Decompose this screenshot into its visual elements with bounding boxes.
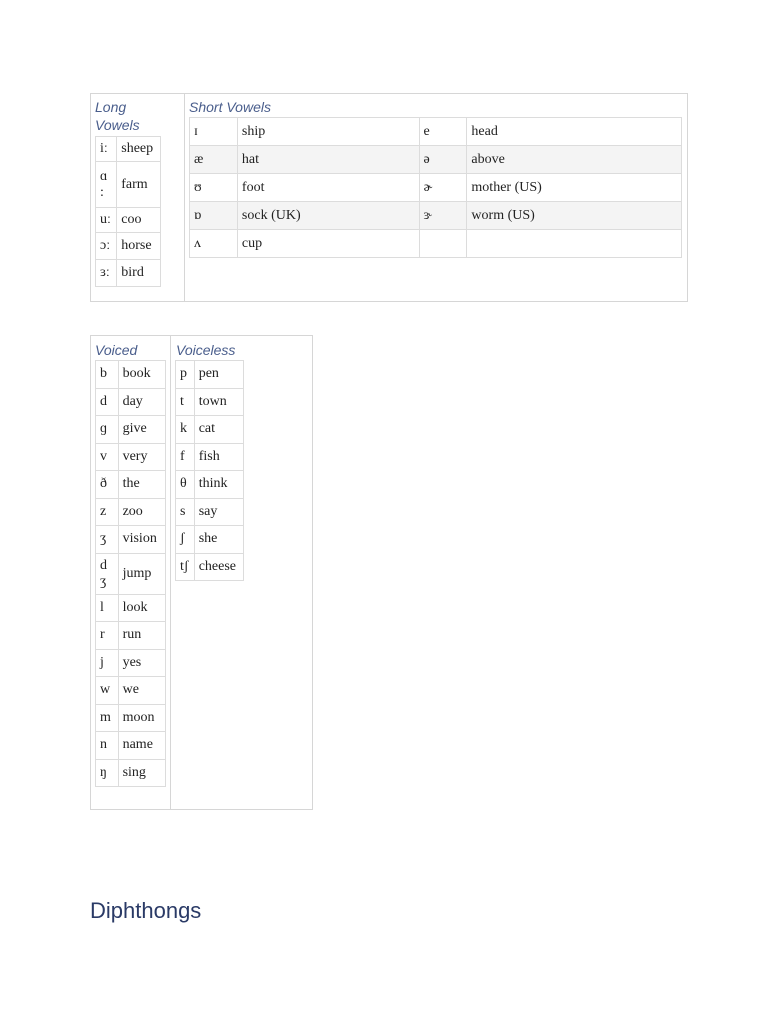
short-vowel-symbol: ɚ: [419, 174, 467, 202]
long-vowel-row: [96, 162, 161, 208]
voiced-consonant-row: [96, 553, 166, 594]
voiceless-consonant-word: pen: [194, 361, 243, 389]
voiceless-caption: Voiceless: [176, 342, 236, 358]
voiced-consonant-word: moon: [118, 704, 165, 732]
short-vowel-word: hat: [237, 146, 419, 174]
short-vowel-symbol: ʊ: [190, 174, 238, 202]
voiced-consonant-symbol: z: [96, 498, 119, 526]
voiced-consonant-word: very: [118, 443, 165, 471]
voiced-consonant-symbol: d ʒ: [96, 553, 119, 594]
voiceless-consonant-row: [176, 498, 244, 526]
voiceless-consonant-row: [176, 416, 244, 444]
voiceless-consonant-word: cat: [194, 416, 243, 444]
short-vowel-row: [190, 230, 682, 258]
voiced-consonant-row: [96, 416, 166, 444]
voiceless-consonant-word: say: [194, 498, 243, 526]
voiced-consonant-word: name: [118, 732, 165, 760]
voiceless-consonant-symbol: ʃ: [176, 526, 195, 554]
voiceless-consonant-symbol: θ: [176, 471, 195, 499]
voiceless-consonant-symbol: f: [176, 443, 195, 471]
voiced-consonant-symbol: w: [96, 677, 119, 705]
short-vowel-word: mother (US): [467, 174, 682, 202]
voiced-consonant-row: [96, 361, 166, 389]
voiced-consonant-row: [96, 498, 166, 526]
short-vowel-word: worm (US): [467, 202, 682, 230]
voiceless-consonant-row: [176, 471, 244, 499]
long-vowel-row: [96, 233, 161, 260]
long-vowel-word: bird: [117, 260, 161, 287]
voiced-consonant-word: zoo: [118, 498, 165, 526]
long-vowel-symbol: ɔː: [96, 233, 117, 260]
short-vowel-symbol: [419, 230, 467, 258]
short-vowel-word: ship: [237, 118, 419, 146]
voiced-consonant-row: [96, 732, 166, 760]
short-vowel-word: foot: [237, 174, 419, 202]
voiced-consonant-word: the: [118, 471, 165, 499]
voiced-consonant-row: [96, 594, 166, 622]
voiced-consonant-symbol: ð: [96, 471, 119, 499]
long-vowel-symbol: uː: [96, 208, 117, 233]
voiceless-consonant-row: [176, 553, 244, 581]
long-vowels-caption: [95, 98, 175, 134]
short-vowel-word: head: [467, 118, 682, 146]
voiceless-consonant-symbol: k: [176, 416, 195, 444]
long-vowels-divider: [184, 93, 185, 302]
long-vowel-row: [96, 260, 161, 287]
voiced-consonant-word: look: [118, 594, 165, 622]
long-vowel-symbol: iː: [96, 137, 117, 162]
long-vowels-table: [95, 136, 161, 287]
short-vowel-row: [190, 202, 682, 230]
short-vowel-word: sock (UK): [237, 202, 419, 230]
voiced-consonant-row: [96, 704, 166, 732]
short-vowel-row: [190, 118, 682, 146]
short-vowel-symbol: ɪ: [190, 118, 238, 146]
short-vowel-row: [190, 146, 682, 174]
short-vowel-symbol: ɒ: [190, 202, 238, 230]
voiced-consonant-word: day: [118, 388, 165, 416]
long-vowel-symbol: ɜː: [96, 260, 117, 287]
voiced-table: [95, 360, 166, 787]
voiceless-table: [175, 360, 244, 581]
voiceless-consonant-symbol: t: [176, 388, 195, 416]
voiceless-consonant-symbol: s: [176, 498, 195, 526]
voiced-consonant-word: give: [118, 416, 165, 444]
voiceless-consonant-word: cheese: [194, 553, 243, 581]
short-vowel-symbol: æ: [190, 146, 238, 174]
long-vowel-row: [96, 137, 161, 162]
long-vowels-caption-line2: Vowels: [95, 117, 140, 133]
voiced-consonant-symbol: l: [96, 594, 119, 622]
voiced-consonant-row: [96, 526, 166, 554]
voiced-consonant-symbol: v: [96, 443, 119, 471]
voiceless-consonant-word: town: [194, 388, 243, 416]
voiced-consonant-symbol: d: [96, 388, 119, 416]
voiced-consonant-symbol: r: [96, 622, 119, 650]
voiced-consonant-symbol: m: [96, 704, 119, 732]
long-vowel-row: [96, 208, 161, 233]
long-vowels-caption-line1: Long: [95, 99, 127, 115]
voiced-consonant-row: [96, 677, 166, 705]
long-vowel-word: farm: [117, 162, 161, 208]
voiceless-consonant-row: [176, 388, 244, 416]
long-vowel-word: horse: [117, 233, 161, 260]
voiceless-consonant-symbol: tʃ: [176, 553, 195, 581]
short-vowel-row: [190, 174, 682, 202]
voiced-consonant-row: [96, 388, 166, 416]
voiced-consonant-symbol: ŋ: [96, 759, 119, 787]
voiceless-consonant-row: [176, 361, 244, 389]
voiced-consonant-word: run: [118, 622, 165, 650]
short-vowel-symbol: e: [419, 118, 467, 146]
voiceless-consonant-word: she: [194, 526, 243, 554]
long-vowel-word: coo: [117, 208, 161, 233]
voiced-consonant-row: [96, 759, 166, 787]
voiced-consonant-row: [96, 649, 166, 677]
voiced-consonant-word: vision: [118, 526, 165, 554]
voiced-consonant-row: [96, 443, 166, 471]
short-vowel-symbol: ɝ: [419, 202, 467, 230]
voiced-consonant-row: [96, 471, 166, 499]
voiceless-consonant-row: [176, 526, 244, 554]
short-vowels-table: [189, 117, 682, 258]
voiced-consonant-word: yes: [118, 649, 165, 677]
voiceless-consonant-symbol: p: [176, 361, 195, 389]
voiced-divider: [170, 335, 171, 810]
voiceless-consonant-word: fish: [194, 443, 243, 471]
voiced-consonant-word: jump: [118, 553, 165, 594]
voiced-consonant-symbol: ʒ: [96, 526, 119, 554]
voiceless-consonant-word: think: [194, 471, 243, 499]
voiced-consonant-symbol: j: [96, 649, 119, 677]
short-vowels-caption: Short Vowels: [189, 99, 271, 115]
voiced-caption: Voiced: [95, 342, 138, 358]
voiced-consonant-row: [96, 622, 166, 650]
short-vowel-word: [467, 230, 682, 258]
voiceless-consonant-row: [176, 443, 244, 471]
long-vowel-word: sheep: [117, 137, 161, 162]
short-vowel-word: cup: [237, 230, 419, 258]
diphthongs-heading: Diphthongs: [90, 898, 202, 923]
short-vowel-symbol: ʌ: [190, 230, 238, 258]
voiced-consonant-word: sing: [118, 759, 165, 787]
voiced-consonant-symbol: n: [96, 732, 119, 760]
short-vowel-word: above: [467, 146, 682, 174]
voiced-consonant-word: book: [118, 361, 165, 389]
voiced-consonant-word: we: [118, 677, 165, 705]
long-vowel-symbol: ɑ :: [96, 162, 117, 208]
voiced-consonant-symbol: ɡ: [96, 416, 119, 444]
short-vowel-symbol: ə: [419, 146, 467, 174]
voiced-consonant-symbol: b: [96, 361, 119, 389]
